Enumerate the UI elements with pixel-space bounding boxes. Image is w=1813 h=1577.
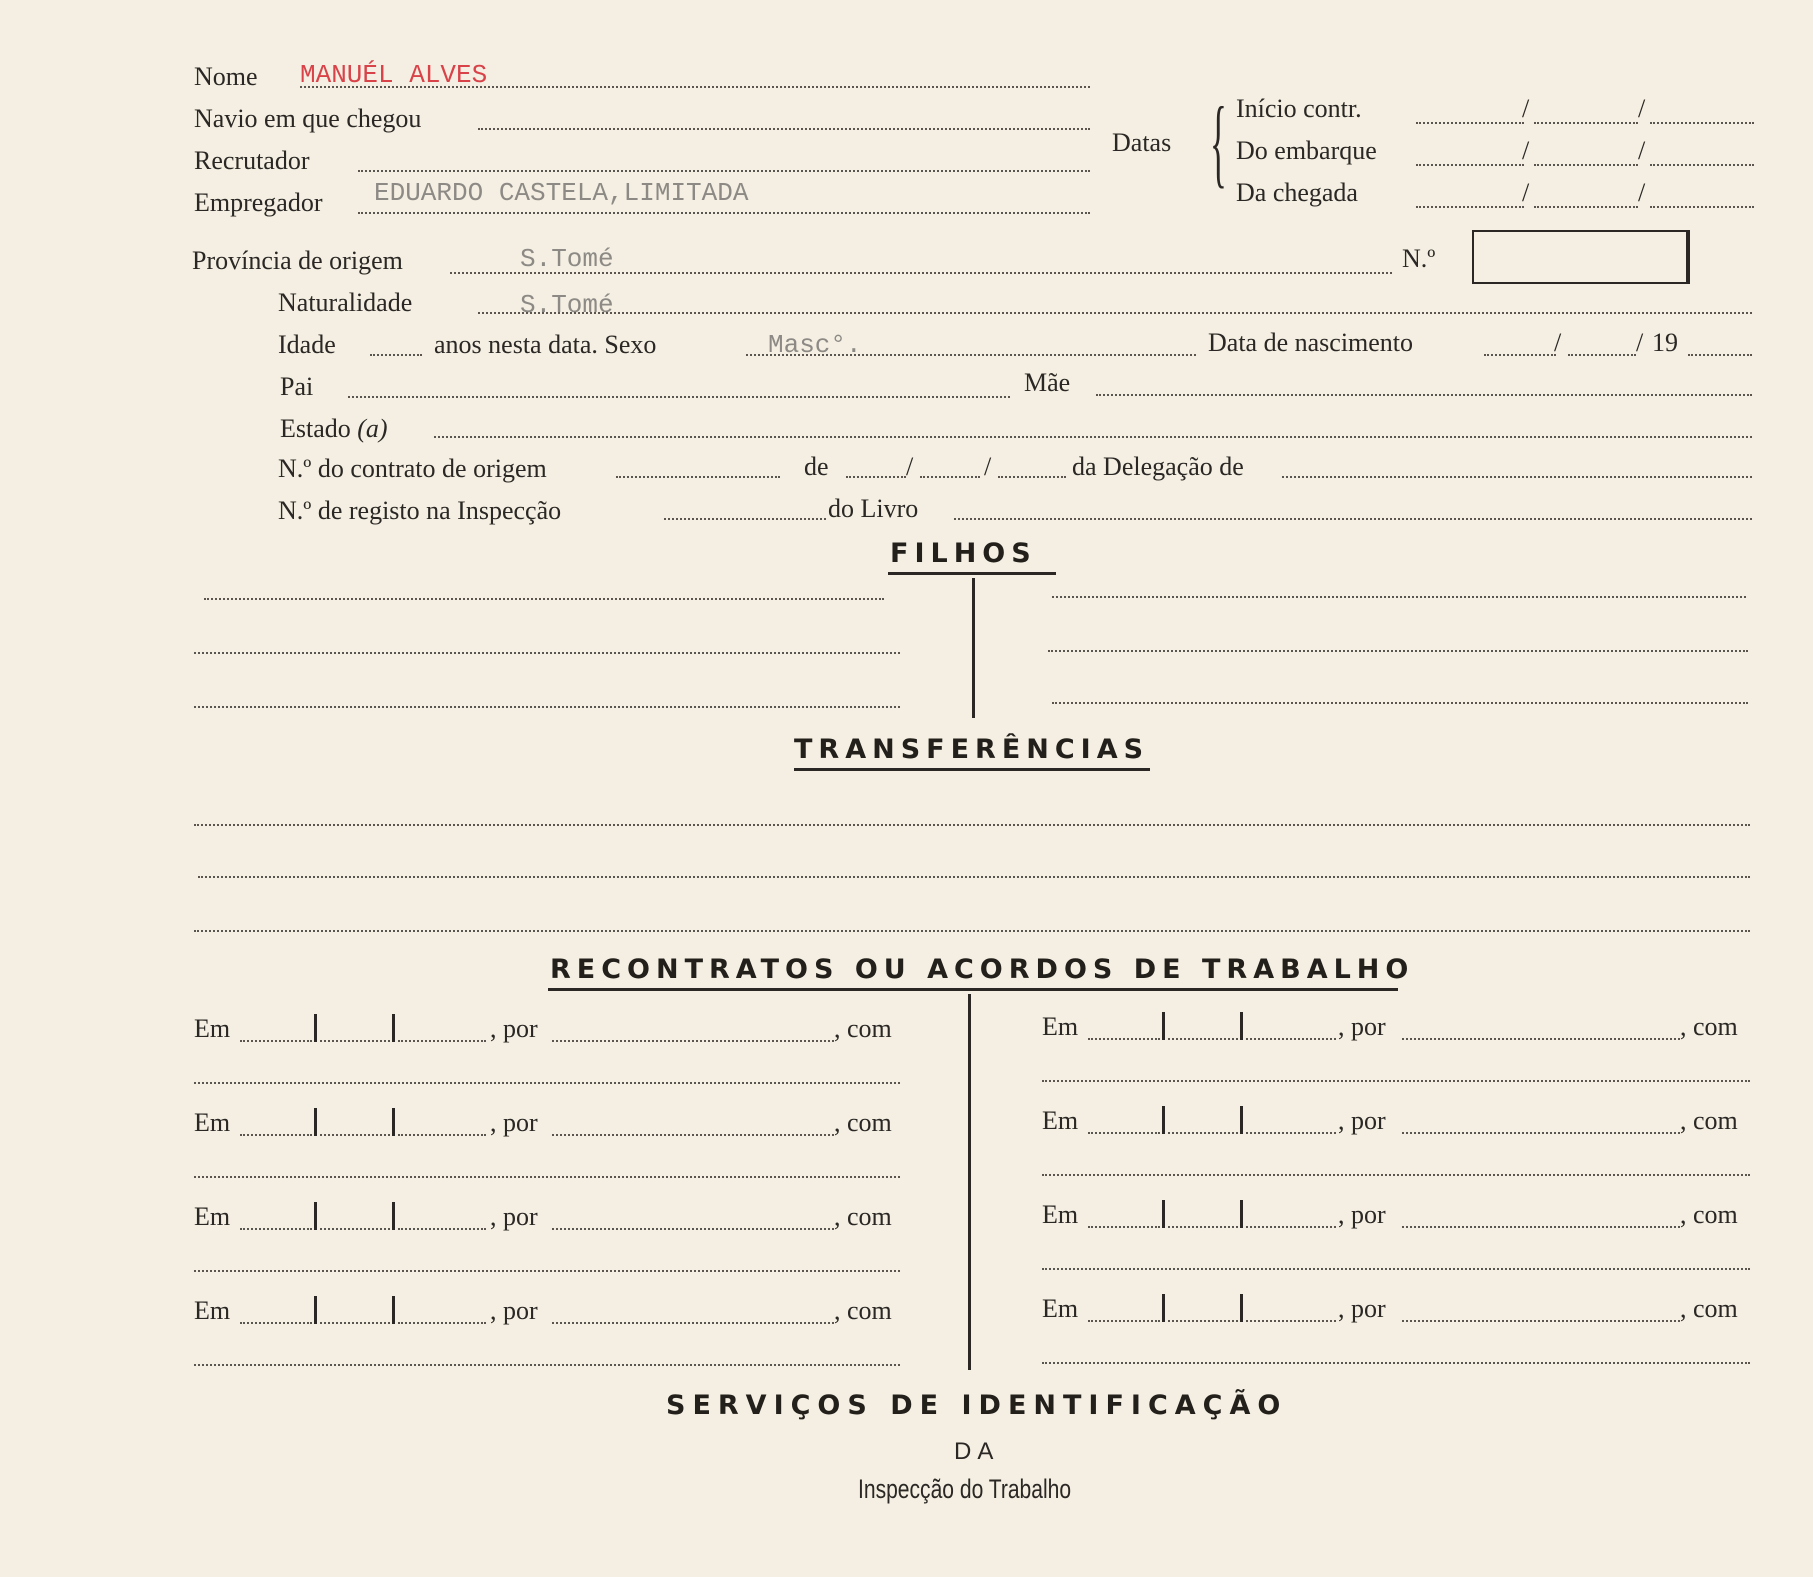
pai-field-line[interactable] <box>348 396 1010 398</box>
filhos-divider <box>972 578 975 718</box>
com-field-line[interactable] <box>194 1176 900 1178</box>
em-label: Em <box>194 1108 231 1137</box>
estado-field-line[interactable] <box>434 436 1752 438</box>
nascimento-day-line[interactable] <box>1484 354 1556 356</box>
recontrato-month-line[interactable] <box>320 1228 390 1230</box>
recontratos-underline <box>548 988 1398 991</box>
por-label: , por <box>490 1296 538 1325</box>
por-field-line[interactable] <box>552 1134 834 1136</box>
em-label: Em <box>1042 1106 1079 1135</box>
mae-field-line[interactable] <box>1096 394 1752 396</box>
filhos-underline <box>888 572 1056 575</box>
chegada-day-line[interactable] <box>1416 206 1524 208</box>
com-field-line[interactable] <box>194 1270 900 1272</box>
filhos-line[interactable] <box>194 706 900 708</box>
recontratos-heading: RECONTRATOS OU ACORDOS DE TRABALHO <box>550 954 1415 985</box>
em-label: Em <box>194 1014 231 1043</box>
transferencias-line[interactable] <box>194 930 1750 932</box>
transferencias-line[interactable] <box>198 876 1750 878</box>
footer-title: SERVIÇOS DE IDENTIFICAÇÃO <box>666 1390 1288 1421</box>
pai-label: Pai <box>280 372 314 401</box>
recontrato-month-line[interactable] <box>1168 1320 1238 1322</box>
slash: / <box>1522 94 1530 123</box>
inicio-contr-label: Início contr. <box>1236 94 1362 123</box>
delegacao-label: da Delegação de <box>1072 452 1244 481</box>
recontrato-day-line[interactable] <box>1088 1320 1160 1322</box>
provincia-field-line[interactable] <box>450 272 1392 274</box>
recontrato-year-line[interactable] <box>1246 1320 1336 1322</box>
naturalidade-label: Naturalidade <box>278 288 413 317</box>
contrato-de-label: de <box>804 452 829 481</box>
livro-field-line[interactable] <box>954 518 1752 520</box>
recontrato-year-line[interactable] <box>398 1040 486 1042</box>
filhos-line[interactable] <box>1052 596 1746 598</box>
separator-bar <box>392 1296 395 1324</box>
nome-field-line[interactable] <box>300 86 1090 88</box>
recontrato-year-line[interactable] <box>1246 1038 1336 1040</box>
recontrato-month-line[interactable] <box>1168 1132 1238 1134</box>
recontrato-year-line[interactable] <box>398 1322 486 1324</box>
com-label: , com <box>1680 1200 1738 1229</box>
recontrato-day-line[interactable] <box>1088 1038 1160 1040</box>
recontrato-month-line[interactable] <box>320 1322 390 1324</box>
estado-label <box>280 414 388 444</box>
delegacao-field-line[interactable] <box>1282 476 1752 478</box>
provincia-label: Província de origem <box>192 246 403 275</box>
separator-bar <box>1162 1012 1165 1040</box>
nome-label: Nome <box>194 62 258 91</box>
contrato-label: N.º do contrato de origem <box>278 454 547 483</box>
slash: / <box>1636 328 1644 357</box>
nascimento-month-line[interactable] <box>1568 354 1636 356</box>
transferencias-underline <box>794 768 1150 771</box>
chegada-label: Da chegada <box>1236 178 1358 207</box>
navio-field-line[interactable] <box>478 128 1090 130</box>
por-field-line[interactable] <box>1402 1320 1680 1322</box>
separator-bar <box>1162 1294 1165 1322</box>
separator-bar <box>1162 1106 1165 1134</box>
contrato-field-line[interactable] <box>616 476 780 478</box>
recrutador-label: Recrutador <box>194 146 310 175</box>
embarque-month-line[interactable] <box>1534 164 1638 166</box>
por-label: , por <box>1338 1200 1386 1229</box>
nascimento-year-line[interactable] <box>1688 354 1752 356</box>
transferencias-heading: TRANSFERÊNCIAS <box>794 734 1150 765</box>
separator-bar <box>1240 1106 1243 1134</box>
filhos-line[interactable] <box>1048 650 1748 652</box>
slash: / <box>1638 136 1646 165</box>
com-label: , com <box>1680 1294 1738 1323</box>
mae-label: Mãe <box>1024 368 1071 397</box>
separator-bar <box>1240 1294 1243 1322</box>
contrato-month-line[interactable] <box>920 476 980 478</box>
embarque-label: Do embarque <box>1236 136 1377 165</box>
slash: / <box>1638 178 1646 207</box>
em-label: Em <box>194 1202 231 1231</box>
com-label: , com <box>1680 1106 1738 1135</box>
slash: / <box>906 452 914 481</box>
recontrato-day-line[interactable] <box>240 1228 312 1230</box>
com-label: , com <box>834 1014 892 1043</box>
separator-bar <box>1240 1200 1243 1228</box>
numero-label: N.º <box>1402 244 1436 273</box>
com-field-line[interactable] <box>194 1364 900 1366</box>
com-label: , com <box>834 1296 892 1325</box>
por-label: , por <box>490 1202 538 1231</box>
idade-label: Idade <box>278 330 336 359</box>
em-label: Em <box>1042 1012 1079 1041</box>
recontrato-day-line[interactable] <box>240 1134 312 1136</box>
com-field-line[interactable] <box>1042 1080 1750 1082</box>
naturalidade-value: S.Tomé <box>520 290 614 320</box>
embarque-day-line[interactable] <box>1416 164 1524 166</box>
naturalidade-field-line[interactable] <box>478 312 1752 314</box>
separator-bar <box>314 1202 317 1230</box>
provincia-value: S.Tomé <box>520 244 614 274</box>
sexo-value: Masc°. <box>768 330 862 360</box>
inicio-year-line[interactable] <box>1650 122 1754 124</box>
recontrato-month-line[interactable] <box>1168 1226 1238 1228</box>
filhos-heading: FILHOS <box>890 538 1037 569</box>
empregador-value: EDUARDO CASTELA,LIMITADA <box>374 178 749 208</box>
anos-sexo-label: anos nesta data. Sexo <box>434 330 657 359</box>
empregador-field-line[interactable] <box>358 212 1090 214</box>
brace-icon: { <box>1210 86 1227 197</box>
recontrato-month-line[interactable] <box>320 1040 390 1042</box>
recontrato-month-line[interactable] <box>320 1134 390 1136</box>
recontrato-year-line[interactable] <box>1246 1226 1336 1228</box>
footer-da: DA <box>954 1438 1000 1465</box>
recontratos-divider <box>968 994 971 1370</box>
recontrato-day-line[interactable] <box>240 1322 312 1324</box>
com-field-line[interactable] <box>194 1082 900 1084</box>
registo-field-line[interactable] <box>664 518 826 520</box>
separator-bar <box>314 1296 317 1324</box>
com-field-line[interactable] <box>1042 1174 1750 1176</box>
recontrato-day-line[interactable] <box>240 1040 312 1042</box>
embarque-year-line[interactable] <box>1650 164 1754 166</box>
footer-org: Inspecção do Trabalho <box>858 1474 1072 1504</box>
separator-bar <box>314 1108 317 1136</box>
por-label: , por <box>1338 1294 1386 1323</box>
sexo-field-line[interactable] <box>746 354 1196 356</box>
por-field-line[interactable] <box>1402 1038 1680 1040</box>
recrutador-field-line[interactable] <box>358 170 1090 172</box>
em-label: Em <box>1042 1294 1079 1323</box>
separator-bar <box>1240 1012 1243 1040</box>
separator-bar <box>1162 1200 1165 1228</box>
registo-label: N.º de registo na Inspecção <box>278 496 562 525</box>
recontrato-year-line[interactable] <box>1246 1132 1336 1134</box>
separator-bar <box>392 1202 395 1230</box>
recontrato-day-line[interactable] <box>1088 1132 1160 1134</box>
inicio-month-line[interactable] <box>1534 122 1638 124</box>
estado-note: (a) <box>357 414 388 443</box>
empregador-label: Empregador <box>194 188 323 217</box>
estado-label-text: Estado <box>280 414 351 443</box>
separator-bar <box>392 1014 395 1042</box>
datas-label: Datas <box>1112 128 1172 157</box>
com-field-line[interactable] <box>1042 1268 1750 1270</box>
recontrato-day-line[interactable] <box>1088 1226 1160 1228</box>
com-field-line[interactable] <box>1042 1362 1750 1364</box>
nascimento-label: Data de nascimento <box>1208 328 1414 357</box>
contrato-day-line[interactable] <box>846 476 906 478</box>
inicio-day-line[interactable] <box>1416 122 1524 124</box>
slash: / <box>1522 178 1530 207</box>
recontrato-month-line[interactable] <box>1168 1038 1238 1040</box>
filhos-line[interactable] <box>204 598 884 600</box>
transferencias-line[interactable] <box>194 824 1750 826</box>
slash: / <box>1638 94 1646 123</box>
separator-bar <box>392 1108 395 1136</box>
contrato-year-line[interactable] <box>998 476 1066 478</box>
idade-field-line[interactable] <box>370 354 422 356</box>
em-label: Em <box>1042 1200 1079 1229</box>
filhos-line[interactable] <box>1052 702 1748 704</box>
por-field-line[interactable] <box>1402 1132 1680 1134</box>
filhos-line[interactable] <box>194 652 900 654</box>
com-label: , com <box>834 1108 892 1137</box>
slash: / <box>1522 136 1530 165</box>
em-label: Em <box>194 1296 231 1325</box>
por-label: , por <box>1338 1106 1386 1135</box>
por-field-line[interactable] <box>552 1040 834 1042</box>
slash: / <box>1554 328 1562 357</box>
por-field-line[interactable] <box>1402 1226 1680 1228</box>
slash: / <box>984 452 992 481</box>
nascimento-year-prefix: 19 <box>1652 328 1678 357</box>
separator-bar <box>314 1014 317 1042</box>
com-label: , com <box>834 1202 892 1231</box>
navio-label: Navio em que chegou <box>194 104 422 133</box>
chegada-year-line[interactable] <box>1650 206 1754 208</box>
recontrato-year-line[interactable] <box>398 1228 486 1230</box>
por-label: , por <box>490 1014 538 1043</box>
com-label: , com <box>1680 1012 1738 1041</box>
numero-box[interactable] <box>1472 230 1690 284</box>
nome-value: MANUÉL ALVES <box>300 60 488 90</box>
por-field-line[interactable] <box>552 1322 834 1324</box>
livro-label: do Livro <box>828 494 919 523</box>
por-label: , por <box>490 1108 538 1137</box>
por-label: , por <box>1338 1012 1386 1041</box>
chegada-month-line[interactable] <box>1534 206 1638 208</box>
recontrato-year-line[interactable] <box>398 1134 486 1136</box>
por-field-line[interactable] <box>552 1228 834 1230</box>
